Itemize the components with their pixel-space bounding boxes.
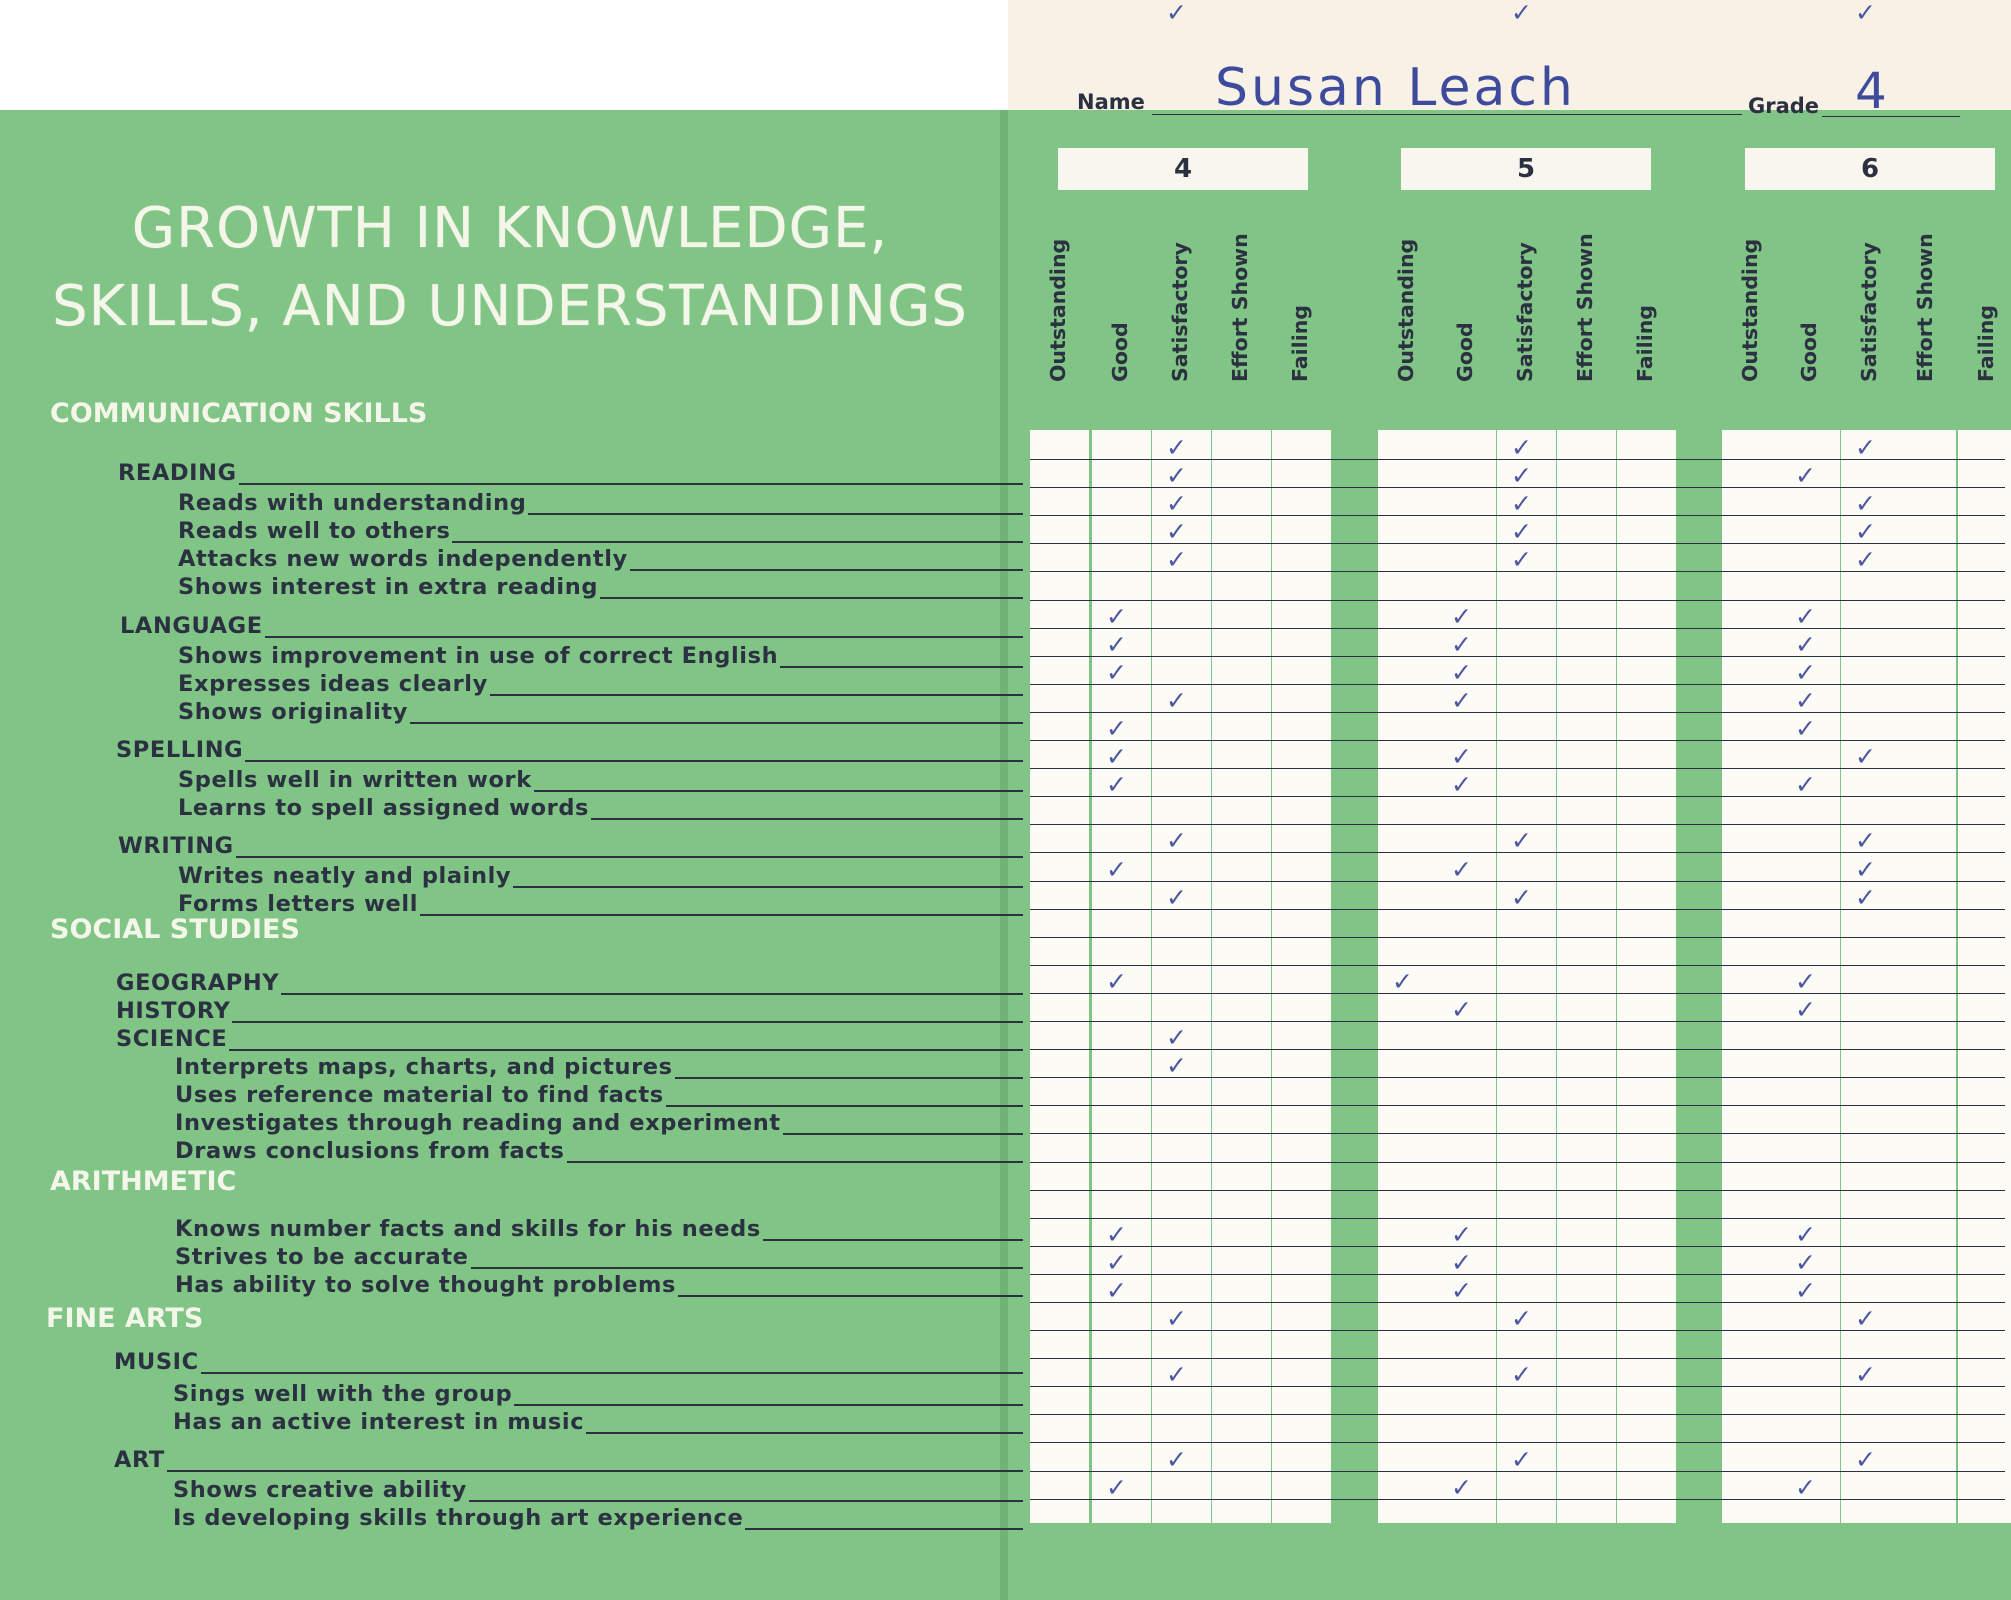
check-mark: ✓ xyxy=(1511,433,1532,462)
section-fine-arts: FINE ARTS xyxy=(46,1303,204,1334)
item-language xyxy=(120,611,1023,639)
leader-line xyxy=(567,1161,1023,1163)
item-writing xyxy=(118,831,1023,859)
check-mark: ✓ xyxy=(1451,1248,1472,1277)
check-mark: ✓ xyxy=(1166,1051,1187,1080)
rating-label-failing: Failing xyxy=(1974,305,1998,382)
check-mark: ✓ xyxy=(1166,1304,1187,1333)
item-label: Shows creative ability xyxy=(173,1477,467,1503)
check-mark: ✓ xyxy=(1511,489,1532,518)
leader-line xyxy=(245,760,1023,762)
item-reading xyxy=(118,458,1023,486)
grid-row-line xyxy=(1030,796,2005,797)
item-forms-letters xyxy=(178,889,1023,917)
leader-line xyxy=(490,694,1023,696)
check-mark: ✓ xyxy=(1511,826,1532,855)
item-label: Attacks new words independently xyxy=(178,546,628,572)
leader-line xyxy=(281,993,1023,995)
item-correct-english xyxy=(178,641,1023,669)
item-label: Investigates through reading and experiment xyxy=(175,1110,781,1136)
grid-row-line xyxy=(1030,684,2005,685)
grid-row-line xyxy=(1030,628,2005,629)
leader-line xyxy=(420,914,1023,916)
check-mark: ✓ xyxy=(1106,602,1127,631)
check-mark: ✓ xyxy=(1166,686,1187,715)
grade-5-header: 5 xyxy=(1401,148,1651,190)
check-mark: ✓ xyxy=(1855,742,1876,771)
check-mark: ✓ xyxy=(1511,0,1532,27)
check-mark: ✓ xyxy=(1451,1473,1472,1502)
check-mark: ✓ xyxy=(1511,883,1532,912)
item-label: Has ability to solve thought problems xyxy=(175,1272,677,1298)
grade-label: Grade xyxy=(1748,94,1820,118)
check-mark: ✓ xyxy=(1795,686,1816,715)
grade-6-failing-column xyxy=(1958,430,2011,1523)
check-mark: ✓ xyxy=(1451,1276,1472,1305)
leader-line xyxy=(528,513,1023,515)
check-mark: ✓ xyxy=(1451,658,1472,687)
check-mark: ✓ xyxy=(1106,1276,1127,1305)
item-spells-written xyxy=(178,765,1023,793)
leader-line xyxy=(410,722,1023,724)
grid-row-line xyxy=(1030,1442,2005,1443)
check-mark: ✓ xyxy=(1855,855,1876,884)
item-label: READING xyxy=(118,460,237,486)
grid-row-line xyxy=(1030,1358,2005,1359)
grid-row-line xyxy=(1030,1162,2005,1163)
rating-label-effort-shown: Effort Shown xyxy=(1228,233,1252,382)
check-mark: ✓ xyxy=(1795,995,1816,1024)
leader-line xyxy=(239,483,1023,485)
check-mark: ✓ xyxy=(1106,714,1127,743)
check-mark: ✓ xyxy=(1795,461,1816,490)
check-mark: ✓ xyxy=(1106,770,1127,799)
rating-label-satisfactory: Satisfactory xyxy=(1513,242,1537,382)
leader-line xyxy=(265,636,1023,638)
title-line-1: GROWTH IN KNOWLEDGE, xyxy=(131,196,889,261)
item-label: HISTORY xyxy=(116,998,231,1024)
check-mark: ✓ xyxy=(1855,0,1876,27)
section-communication-skills: COMMUNICATION SKILLS xyxy=(50,398,428,429)
grid-row-line xyxy=(1030,1302,2005,1303)
check-mark: ✓ xyxy=(1511,517,1532,546)
rating-label-failing: Failing xyxy=(1288,305,1312,382)
check-mark: ✓ xyxy=(1795,1276,1816,1305)
rating-label-outstanding: Outstanding xyxy=(1738,238,1762,382)
check-mark: ✓ xyxy=(1106,658,1127,687)
grid-row-line xyxy=(1030,993,2005,994)
item-sings-well xyxy=(173,1379,1023,1407)
item-interprets-maps xyxy=(175,1052,1023,1080)
rating-label-effort-shown: Effort Shown xyxy=(1573,233,1597,382)
grid-row-line xyxy=(1030,1499,2005,1500)
rating-label-good: Good xyxy=(1797,322,1821,382)
item-originality xyxy=(178,697,1023,725)
check-mark: ✓ xyxy=(1166,826,1187,855)
check-mark: ✓ xyxy=(1795,658,1816,687)
item-art xyxy=(114,1445,1023,1473)
grid-row-line xyxy=(1030,1021,2005,1022)
item-label: Forms letters well xyxy=(178,891,419,917)
check-mark: ✓ xyxy=(1855,433,1876,462)
grid-row-line xyxy=(1030,1274,2005,1275)
name-label: Name xyxy=(1077,90,1145,114)
check-mark: ✓ xyxy=(1795,1473,1816,1502)
item-music xyxy=(114,1347,1023,1375)
check-mark: ✓ xyxy=(1855,883,1876,912)
grid-row-line xyxy=(1030,965,2005,966)
item-label: Shows improvement in use of correct English xyxy=(178,643,779,669)
item-label: Spells well in written work xyxy=(178,767,532,793)
check-mark: ✓ xyxy=(1451,742,1472,771)
item-label: Reads well to others xyxy=(178,518,451,544)
item-art-skills xyxy=(173,1503,1023,1531)
item-label: Interprets maps, charts, and pictures xyxy=(175,1054,673,1080)
item-history xyxy=(116,996,1023,1024)
check-mark: ✓ xyxy=(1795,967,1816,996)
item-science xyxy=(116,1024,1023,1052)
grid-row-line xyxy=(1030,1190,2005,1191)
grade-4-header: 4 xyxy=(1058,148,1308,190)
grade-4-outstanding-column xyxy=(1030,430,1089,1523)
check-mark: ✓ xyxy=(1166,883,1187,912)
grade-4-failing-column xyxy=(1272,430,1331,1523)
grid-row-line xyxy=(1030,937,2005,938)
item-reference-material xyxy=(175,1080,1023,1108)
item-label: MUSIC xyxy=(114,1349,199,1375)
item-investigates xyxy=(175,1108,1023,1136)
item-reads-with-understanding xyxy=(178,488,1023,516)
leader-line xyxy=(780,666,1023,668)
check-mark: ✓ xyxy=(1166,545,1187,574)
check-mark: ✓ xyxy=(1855,545,1876,574)
check-mark: ✓ xyxy=(1106,630,1127,659)
item-label: Knows number facts and skills for his needs xyxy=(175,1216,761,1242)
check-mark: ✓ xyxy=(1511,461,1532,490)
grid-row-line xyxy=(1030,1246,2005,1247)
item-label: Uses reference material to find facts xyxy=(175,1082,664,1108)
check-mark: ✓ xyxy=(1451,1220,1472,1249)
grid-row-line xyxy=(1030,600,2005,601)
item-reads-well-to-others xyxy=(178,516,1023,544)
leader-line xyxy=(534,790,1023,792)
check-mark: ✓ xyxy=(1451,602,1472,631)
check-mark: ✓ xyxy=(1166,461,1187,490)
check-mark: ✓ xyxy=(1855,517,1876,546)
rating-label-outstanding: Outstanding xyxy=(1394,238,1418,382)
leader-line xyxy=(678,1295,1023,1297)
leader-line xyxy=(229,1049,1023,1051)
check-mark: ✓ xyxy=(1511,1445,1532,1474)
rating-label-good: Good xyxy=(1108,322,1132,382)
leader-line xyxy=(201,1372,1023,1374)
check-mark: ✓ xyxy=(1855,826,1876,855)
check-mark: ✓ xyxy=(1451,630,1472,659)
rating-label-failing: Failing xyxy=(1633,305,1657,382)
grid-row-line xyxy=(1030,1133,2005,1134)
item-label: Shows originality xyxy=(178,699,409,725)
check-mark: ✓ xyxy=(1855,489,1876,518)
item-music-interest xyxy=(173,1407,1023,1435)
item-geography xyxy=(116,968,1023,996)
rating-label-satisfactory: Satisfactory xyxy=(1168,242,1192,382)
grade-value: 4 xyxy=(1855,62,1887,120)
check-mark: ✓ xyxy=(1166,1023,1187,1052)
item-label: Learns to spell assigned words xyxy=(178,795,590,821)
item-spelling xyxy=(116,735,1023,763)
check-mark: ✓ xyxy=(1392,967,1413,996)
item-number-facts xyxy=(175,1214,1023,1242)
name-underline xyxy=(1152,114,1742,115)
item-creative-ability xyxy=(173,1475,1023,1503)
item-spells-assigned xyxy=(178,793,1023,821)
leader-line xyxy=(514,1404,1023,1406)
item-expresses-ideas xyxy=(178,669,1023,697)
leader-line xyxy=(452,541,1023,543)
item-extra-reading xyxy=(178,572,1023,600)
leader-line xyxy=(600,597,1023,599)
leader-line xyxy=(783,1133,1023,1135)
item-strives-accurate xyxy=(175,1242,1023,1270)
check-mark: ✓ xyxy=(1166,0,1187,27)
item-draws-conclusions xyxy=(175,1136,1023,1164)
check-mark: ✓ xyxy=(1511,1360,1532,1389)
leader-line xyxy=(513,886,1023,888)
rating-label-satisfactory: Satisfactory xyxy=(1857,242,1881,382)
check-mark: ✓ xyxy=(1795,1220,1816,1249)
item-attacks-new-words xyxy=(178,544,1023,572)
check-mark: ✓ xyxy=(1511,545,1532,574)
check-mark: ✓ xyxy=(1106,855,1127,884)
item-label: ART xyxy=(114,1447,165,1473)
check-mark: ✓ xyxy=(1166,1360,1187,1389)
leader-line xyxy=(763,1239,1023,1241)
leader-line xyxy=(469,1500,1023,1502)
check-mark: ✓ xyxy=(1106,1248,1127,1277)
section-arithmetic: ARITHMETIC xyxy=(50,1166,237,1197)
check-mark: ✓ xyxy=(1106,1220,1127,1249)
check-mark: ✓ xyxy=(1855,1360,1876,1389)
item-label: Has an active interest in music xyxy=(173,1409,585,1435)
grid-row-line xyxy=(1030,1414,2005,1415)
leader-line xyxy=(471,1267,1023,1269)
grid-row-line xyxy=(1030,824,2005,825)
page-title xyxy=(20,190,1000,346)
item-writes-neatly xyxy=(178,861,1023,889)
check-mark: ✓ xyxy=(1166,1445,1187,1474)
title-line-2: SKILLS, AND UNDERSTANDINGS xyxy=(52,274,968,339)
section-social-studies: SOCIAL STUDIES xyxy=(50,914,300,945)
leader-line xyxy=(745,1528,1023,1530)
check-mark: ✓ xyxy=(1795,770,1816,799)
check-mark: ✓ xyxy=(1106,742,1127,771)
grade-5-effort-shown-column xyxy=(1557,430,1616,1523)
grade-4-effort-shown-column xyxy=(1212,430,1271,1523)
check-mark: ✓ xyxy=(1855,1304,1876,1333)
name-value: Susan Leach xyxy=(1215,58,1576,118)
check-mark: ✓ xyxy=(1795,630,1816,659)
grade-underline xyxy=(1822,116,1960,117)
grade-6-effort-shown-column xyxy=(1897,430,1956,1523)
item-label: Writes neatly and plainly xyxy=(178,863,512,889)
leader-line xyxy=(675,1077,1023,1079)
leader-line xyxy=(236,856,1023,858)
item-label: Draws conclusions from facts xyxy=(175,1138,565,1164)
grade-5-good-column xyxy=(1437,430,1496,1523)
check-mark: ✓ xyxy=(1166,517,1187,546)
grid-row-line xyxy=(1030,740,2005,741)
grade-6-outstanding-column xyxy=(1722,430,1781,1523)
item-label: SCIENCE xyxy=(116,1026,228,1052)
check-mark: ✓ xyxy=(1166,433,1187,462)
rating-label-outstanding: Outstanding xyxy=(1046,238,1070,382)
item-label: SPELLING xyxy=(116,737,244,763)
check-mark: ✓ xyxy=(1795,1248,1816,1277)
item-label: Strives to be accurate xyxy=(175,1244,469,1270)
item-label: LANGUAGE xyxy=(120,613,263,639)
check-mark: ✓ xyxy=(1166,489,1187,518)
item-label: WRITING xyxy=(118,833,234,859)
check-mark: ✓ xyxy=(1451,995,1472,1024)
leader-line xyxy=(666,1105,1023,1107)
rating-label-good: Good xyxy=(1453,322,1477,382)
check-mark: ✓ xyxy=(1795,602,1816,631)
grade-5-failing-column xyxy=(1617,430,1676,1523)
check-mark: ✓ xyxy=(1106,967,1127,996)
check-mark: ✓ xyxy=(1511,1304,1532,1333)
check-mark: ✓ xyxy=(1451,855,1472,884)
grid-row-line xyxy=(1030,1218,2005,1219)
item-label: Is developing skills through art experience xyxy=(173,1505,744,1531)
item-label: Reads with understanding xyxy=(178,490,527,516)
grid-row-line xyxy=(1030,656,2005,657)
grid-row-line xyxy=(1030,1105,2005,1106)
leader-line xyxy=(591,818,1023,820)
check-mark: ✓ xyxy=(1795,714,1816,743)
check-mark: ✓ xyxy=(1106,1473,1127,1502)
leader-line xyxy=(586,1432,1023,1434)
check-mark: ✓ xyxy=(1855,1445,1876,1474)
grade-6-header: 6 xyxy=(1745,148,1995,190)
leader-line xyxy=(167,1470,1023,1472)
item-label: Sings well with the group xyxy=(173,1381,513,1407)
item-label: Expresses ideas clearly xyxy=(178,671,488,697)
item-label: GEOGRAPHY xyxy=(116,970,280,996)
leader-line xyxy=(630,569,1023,571)
rating-label-effort-shown: Effort Shown xyxy=(1913,233,1937,382)
item-label: Shows interest in extra reading xyxy=(178,574,599,600)
check-mark: ✓ xyxy=(1451,770,1472,799)
leader-line xyxy=(232,1021,1023,1023)
item-thought-problems xyxy=(175,1270,1023,1298)
check-mark: ✓ xyxy=(1451,686,1472,715)
